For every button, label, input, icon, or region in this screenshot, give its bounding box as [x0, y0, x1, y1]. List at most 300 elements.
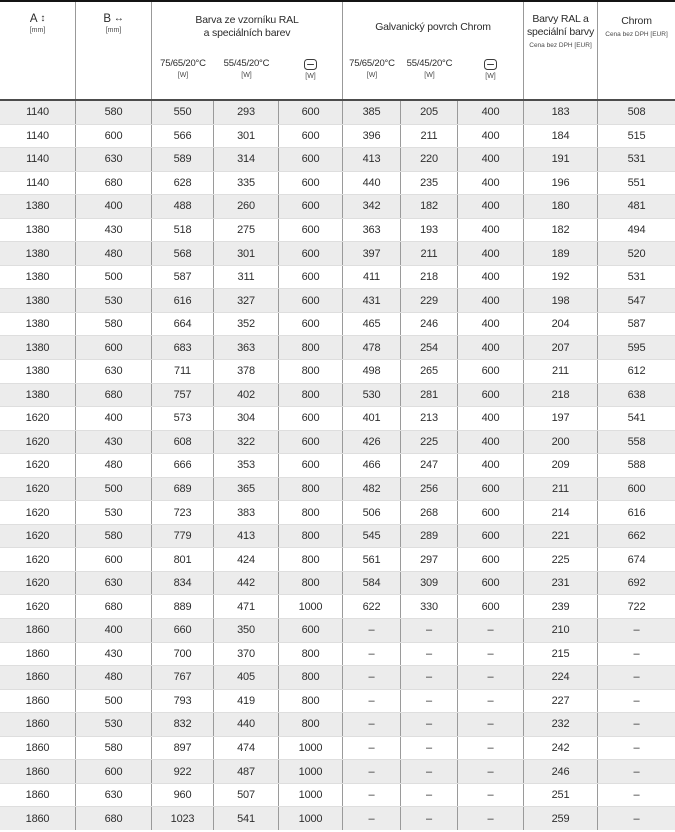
table-row [0, 572, 675, 596]
cell-height-a: 1620 [0, 548, 76, 571]
group-header-ral-colors [152, 2, 343, 52]
cell-ral-55-45: 275 [214, 219, 279, 242]
cell-ral-75-65: 832 [152, 713, 214, 736]
cell-chrome-75-65: 396 [343, 125, 401, 148]
cell-chrome-electric: 400 [458, 289, 524, 312]
cell-chrome-75-65: 413 [343, 148, 401, 171]
cell-width-b: 430 [76, 219, 152, 242]
cell-width-b: 630 [76, 360, 152, 383]
table-row [0, 784, 675, 808]
cell-price-ral: 192 [524, 266, 598, 289]
cell-price-ral: 189 [524, 242, 598, 265]
cell-chrome-electric: 600 [458, 478, 524, 501]
cell-ral-55-45: 327 [214, 289, 279, 312]
cell-chrome-electric: 400 [458, 313, 524, 336]
cell-height-a: 1380 [0, 242, 76, 265]
cell-height-a: 1380 [0, 219, 76, 242]
cell-height-a: 1860 [0, 807, 76, 830]
cell-chrome-75-65: 401 [343, 407, 401, 430]
cell-ral-electric: 600 [279, 219, 343, 242]
cell-price-chrome: 722 [627, 600, 646, 613]
cell-width-b: 480 [76, 666, 152, 689]
cell-price-ral: 198 [524, 289, 598, 312]
cell-chrome-75-65: – [343, 690, 401, 713]
cell-price-chrome: 551 [627, 176, 646, 189]
cell-height-a: 1380 [0, 360, 76, 383]
cell-ral-75-65: 1023 [152, 807, 214, 830]
cell-ral-55-45: 365 [214, 478, 279, 501]
cell-ral-55-45: 301 [214, 242, 279, 265]
cell-ral-55-45: 413 [214, 525, 279, 548]
cell-chrome-electric: 600 [458, 525, 524, 548]
cell-ral-75-65: 550 [152, 101, 214, 124]
cell-ral-75-65: 608 [152, 431, 214, 454]
cell-price-ral: 184 [524, 125, 598, 148]
cell-ral-electric: 800 [279, 548, 343, 571]
cell-chrome-75-65: – [343, 784, 401, 807]
cell-width-b: 630 [76, 572, 152, 595]
cell-ral-75-65: 587 [152, 266, 214, 289]
cell-price-ral: 259 [524, 807, 598, 830]
cell-price-chrome: – [633, 812, 640, 825]
cell-price-chrome: 638 [627, 388, 646, 401]
cell-ral-55-45: 314 [214, 148, 279, 171]
cell-width-b: 430 [76, 431, 152, 454]
cell-width-b: 580 [76, 313, 152, 336]
cell-price-chrome: – [633, 718, 640, 731]
cell-chrome-electric: 400 [458, 336, 524, 359]
cell-chrome-75-65: – [343, 807, 401, 830]
cell-ral-75-65: 757 [152, 384, 214, 407]
cell-ral-75-65: 922 [152, 760, 214, 783]
cell-chrome-55-45: 229 [401, 289, 458, 312]
table-row [0, 242, 675, 266]
table-row [0, 737, 675, 761]
cell-price-ral: 200 [524, 431, 598, 454]
cell-chrome-electric: 400 [458, 219, 524, 242]
cell-chrome-electric: – [458, 619, 524, 642]
cell-ral-75-65: 689 [152, 478, 214, 501]
cell-price-ral: 231 [524, 572, 598, 595]
cell-chrome-75-65: 385 [343, 101, 401, 124]
cell-price-ral: 221 [524, 525, 598, 548]
cell-width-b: 500 [76, 690, 152, 713]
cell-ral-electric: 800 [279, 525, 343, 548]
cell-chrome-electric: 400 [458, 454, 524, 477]
price-chrome-subtitle: Cena bez DPH [EUR] [605, 31, 668, 38]
cell-chrome-55-45: – [401, 760, 458, 783]
table-row [0, 690, 675, 714]
cell-chrome-75-65: 498 [343, 360, 401, 383]
cell-chrome-55-45: 309 [401, 572, 458, 595]
cell-chrome-electric: 400 [458, 125, 524, 148]
cell-width-b: 580 [76, 525, 152, 548]
cell-height-a: 1620 [0, 595, 76, 618]
cell-price-chrome: 588 [627, 459, 646, 472]
cell-ral-55-45: 311 [214, 266, 279, 289]
cell-height-a: 1860 [0, 666, 76, 689]
cell-width-b: 480 [76, 454, 152, 477]
cell-price-ral: 214 [524, 501, 598, 524]
cell-ral-55-45: 301 [214, 125, 279, 148]
cell-chrome-55-45: 254 [401, 336, 458, 359]
cell-price-ral: 211 [524, 478, 598, 501]
cell-ral-75-65: 628 [152, 172, 214, 195]
cell-price-chrome: 494 [627, 224, 646, 236]
cell-chrome-55-45: 265 [401, 360, 458, 383]
cell-ral-55-45: 383 [214, 501, 279, 524]
cell-ral-55-45: 402 [214, 384, 279, 407]
cell-price-chrome: – [633, 789, 640, 802]
cell-height-a: 1140 [0, 101, 76, 124]
cell-width-b: 530 [76, 501, 152, 524]
cell-ral-75-65: 801 [152, 548, 214, 571]
cell-chrome-75-65: 506 [343, 501, 401, 524]
cell-chrome-75-65: – [343, 666, 401, 689]
cell-chrome-55-45: 297 [401, 548, 458, 571]
column-header-width-b [76, 2, 152, 99]
cell-price-ral: 210 [524, 619, 598, 642]
cell-ral-75-65: 518 [152, 219, 214, 242]
cell-width-b: 600 [76, 760, 152, 783]
cell-width-b: 430 [76, 643, 152, 666]
cell-height-a: 1620 [0, 454, 76, 477]
cell-ral-55-45: 370 [214, 643, 279, 666]
table-row [0, 548, 675, 572]
cell-price-ral: 225 [524, 548, 598, 571]
cell-ral-75-65: 616 [152, 289, 214, 312]
cell-chrome-55-45: – [401, 807, 458, 830]
cell-chrome-55-45: – [401, 784, 458, 807]
cell-ral-electric: 600 [279, 619, 343, 642]
cell-chrome-75-65: 482 [343, 478, 401, 501]
cell-ral-75-65: 573 [152, 407, 214, 430]
cell-price-chrome: 531 [627, 271, 646, 284]
table-row [0, 360, 675, 384]
cell-ral-electric: 600 [279, 289, 343, 312]
cell-ral-electric: 1000 [279, 760, 343, 783]
cell-width-b: 530 [76, 713, 152, 736]
cell-chrome-electric: 600 [458, 360, 524, 383]
cell-height-a: 1860 [0, 784, 76, 807]
price-ral-title-line2: speciální barvy [526, 26, 595, 38]
cell-width-b: 400 [76, 619, 152, 642]
subheader-ral-55-45: 55/45/20°C [W] [223, 58, 270, 79]
cell-chrome-55-45: 235 [401, 172, 458, 195]
cell-width-b: 600 [76, 548, 152, 571]
cell-width-b: 500 [76, 266, 152, 289]
cell-chrome-75-65: 342 [343, 195, 401, 218]
table-row [0, 760, 675, 784]
subheader-ral-electric: [W] [279, 52, 343, 99]
cell-price-ral: 191 [524, 148, 598, 171]
cell-chrome-75-65: – [343, 760, 401, 783]
cell-price-chrome: – [633, 624, 640, 637]
cell-ral-55-45: 487 [214, 760, 279, 783]
cell-ral-electric: 800 [279, 336, 343, 359]
table-row [0, 431, 675, 455]
subheader-chrome-75-65: 75/65/20°C [W] [349, 58, 395, 79]
cell-ral-75-65: 834 [152, 572, 214, 595]
cell-price-ral: 204 [524, 313, 598, 336]
cell-price-chrome: 508 [627, 106, 646, 119]
cell-ral-electric: 600 [279, 313, 343, 336]
cell-ral-electric: 600 [279, 148, 343, 171]
cell-chrome-electric: 400 [458, 148, 524, 171]
cell-chrome-electric: – [458, 784, 524, 807]
cell-price-chrome: – [633, 742, 640, 755]
cell-ral-electric: 800 [279, 384, 343, 407]
cell-width-b: 680 [76, 384, 152, 407]
cell-chrome-electric: – [458, 807, 524, 830]
cell-price-ral: 246 [524, 760, 598, 783]
cell-price-chrome: 541 [627, 412, 646, 425]
cell-ral-electric: 800 [279, 690, 343, 713]
table-row [0, 595, 675, 619]
cell-price-ral: 197 [524, 407, 598, 430]
table-row [0, 407, 675, 431]
cell-ral-55-45: 350 [214, 619, 279, 642]
cell-price-chrome: – [633, 671, 640, 684]
table-row [0, 713, 675, 737]
horizontal-arrow-icon: ↔ [113, 13, 124, 24]
cell-chrome-55-45: 247 [401, 454, 458, 477]
cell-price-ral: 207 [524, 336, 598, 359]
cell-chrome-electric: – [458, 713, 524, 736]
cell-chrome-55-45: 268 [401, 501, 458, 524]
table-row [0, 125, 675, 149]
cell-width-b: 630 [76, 148, 152, 171]
cell-width-b: 600 [76, 336, 152, 359]
cell-price-chrome: 612 [627, 365, 646, 378]
cell-chrome-55-45: 281 [401, 384, 458, 407]
table-row [0, 454, 675, 478]
group-header-chrome-finish [343, 2, 524, 52]
cell-chrome-electric: – [458, 643, 524, 666]
cell-chrome-electric: – [458, 690, 524, 713]
cell-chrome-electric: 600 [458, 595, 524, 618]
cell-price-ral: 183 [524, 101, 598, 124]
cell-ral-75-65: 960 [152, 784, 214, 807]
table-row [0, 384, 675, 408]
cell-height-a: 1140 [0, 148, 76, 171]
cell-ral-55-45: 424 [214, 548, 279, 571]
cell-chrome-75-65: – [343, 737, 401, 760]
column-header-price-ral [524, 2, 598, 99]
cell-chrome-electric: 400 [458, 172, 524, 195]
cell-chrome-55-45: – [401, 713, 458, 736]
cell-height-a: 1380 [0, 313, 76, 336]
cell-chrome-electric: 400 [458, 407, 524, 430]
table-row [0, 525, 675, 549]
table-row [0, 336, 675, 360]
cell-height-a: 1380 [0, 266, 76, 289]
cell-height-a: 1380 [0, 384, 76, 407]
column-b-label: B [103, 13, 111, 25]
cell-ral-75-65: 566 [152, 125, 214, 148]
cell-height-a: 1860 [0, 643, 76, 666]
cell-chrome-75-65: 478 [343, 336, 401, 359]
cell-ral-75-65: 767 [152, 666, 214, 689]
cell-price-chrome: 531 [627, 153, 646, 166]
cell-ral-55-45: 474 [214, 737, 279, 760]
cell-height-a: 1620 [0, 407, 76, 430]
cell-chrome-75-65: 584 [343, 572, 401, 595]
chrome-group-title: Galvanický povrch Chrom [375, 20, 491, 33]
cell-ral-75-65: 711 [152, 360, 214, 383]
cell-chrome-75-65: 363 [343, 219, 401, 242]
cell-chrome-75-65: 466 [343, 454, 401, 477]
table-body [0, 101, 675, 830]
cell-chrome-55-45: 182 [401, 195, 458, 218]
cell-ral-55-45: 442 [214, 572, 279, 595]
cell-ral-75-65: 793 [152, 690, 214, 713]
cell-ral-electric: 1000 [279, 784, 343, 807]
cell-height-a: 1860 [0, 619, 76, 642]
cell-ral-electric: 600 [279, 172, 343, 195]
table-row [0, 643, 675, 667]
ral-group-title-line2: a speciálních barev [203, 27, 291, 39]
cell-chrome-75-65: 530 [343, 384, 401, 407]
cell-ral-75-65: 700 [152, 643, 214, 666]
cell-ral-75-65: 589 [152, 148, 214, 171]
table-row [0, 666, 675, 690]
cell-chrome-55-45: – [401, 643, 458, 666]
cell-ral-55-45: 260 [214, 195, 279, 218]
table-row [0, 289, 675, 313]
cell-chrome-electric: 600 [458, 501, 524, 524]
cell-price-chrome: 674 [627, 553, 646, 566]
cell-price-chrome: 520 [627, 247, 646, 260]
cell-width-b: 400 [76, 195, 152, 218]
cell-ral-electric: 800 [279, 643, 343, 666]
cell-price-chrome: 616 [627, 506, 646, 519]
cell-width-b: 500 [76, 478, 152, 501]
cell-price-chrome: 662 [627, 530, 646, 543]
cell-height-a: 1860 [0, 737, 76, 760]
cell-chrome-55-45: 246 [401, 313, 458, 336]
cell-height-a: 1620 [0, 501, 76, 524]
cell-chrome-75-65: – [343, 619, 401, 642]
cell-height-a: 1620 [0, 572, 76, 595]
cell-ral-55-45: 440 [214, 713, 279, 736]
column-header-height-a [0, 2, 76, 99]
table-row [0, 313, 675, 337]
cell-price-chrome: 481 [627, 200, 646, 213]
cell-ral-electric: 600 [279, 242, 343, 265]
cell-height-a: 1860 [0, 690, 76, 713]
cell-ral-electric: 800 [279, 666, 343, 689]
cell-price-ral: 232 [524, 713, 598, 736]
cell-price-ral: 227 [524, 690, 598, 713]
cell-chrome-electric: 600 [458, 548, 524, 571]
column-header-price-chrome [598, 2, 675, 99]
table-row [0, 266, 675, 290]
cell-ral-75-65: 568 [152, 242, 214, 265]
cell-chrome-75-65: 411 [343, 266, 401, 289]
cell-chrome-55-45: 211 [401, 242, 458, 265]
cell-price-chrome: 692 [627, 577, 646, 590]
subheader-chrome-electric: [W] [458, 52, 524, 99]
cell-price-chrome: 600 [627, 483, 646, 496]
table-row [0, 501, 675, 525]
cell-chrome-electric: 400 [458, 242, 524, 265]
table-row [0, 172, 675, 196]
cell-ral-electric: 800 [279, 501, 343, 524]
cell-height-a: 1860 [0, 760, 76, 783]
cell-ral-75-65: 889 [152, 595, 214, 618]
table-row [0, 101, 675, 125]
cell-chrome-electric: 400 [458, 195, 524, 218]
cell-ral-75-65: 664 [152, 313, 214, 336]
cell-price-chrome: 595 [627, 341, 646, 354]
cell-ral-75-65: 666 [152, 454, 214, 477]
cell-chrome-55-45: 211 [401, 125, 458, 148]
cell-chrome-electric: 400 [458, 431, 524, 454]
cell-chrome-55-45: 256 [401, 478, 458, 501]
cell-ral-electric: 600 [279, 407, 343, 430]
cell-ral-75-65: 897 [152, 737, 214, 760]
cell-chrome-75-65: – [343, 713, 401, 736]
cell-ral-55-45: 405 [214, 666, 279, 689]
cell-ral-electric: 600 [279, 101, 343, 124]
cell-price-ral: 215 [524, 643, 598, 666]
cell-ral-75-65: 723 [152, 501, 214, 524]
cell-width-b: 680 [76, 595, 152, 618]
cell-ral-55-45: 304 [214, 407, 279, 430]
price-ral-title-line1: Barvy RAL a [532, 13, 589, 25]
cell-ral-55-45: 293 [214, 101, 279, 124]
cell-ral-55-45: 353 [214, 454, 279, 477]
cell-width-b: 680 [76, 807, 152, 830]
cell-price-ral: 251 [524, 784, 598, 807]
cell-price-ral: 180 [524, 195, 598, 218]
cell-chrome-electric: 600 [458, 384, 524, 407]
cell-price-ral: 196 [524, 172, 598, 195]
subheader-chrome-55-45: 55/45/20°C [W] [406, 58, 453, 79]
cell-ral-55-45: 541 [214, 807, 279, 830]
cell-width-b: 480 [76, 242, 152, 265]
cell-width-b: 600 [76, 125, 152, 148]
cell-price-ral: 239 [524, 595, 598, 618]
cell-ral-75-65: 660 [152, 619, 214, 642]
ral-group-title-line1: Barva ze vzorníku RAL [195, 14, 299, 26]
cell-ral-electric: 800 [279, 572, 343, 595]
cell-ral-55-45: 352 [214, 313, 279, 336]
cell-price-ral: 242 [524, 737, 598, 760]
cell-chrome-55-45: – [401, 619, 458, 642]
cell-ral-55-45: 363 [214, 336, 279, 359]
cell-chrome-75-65: 622 [343, 595, 401, 618]
cell-ral-75-65: 683 [152, 336, 214, 359]
cell-chrome-75-65: 397 [343, 242, 401, 265]
cell-price-chrome: 515 [627, 129, 646, 142]
cell-height-a: 1380 [0, 289, 76, 312]
cell-height-a: 1140 [0, 172, 76, 195]
cell-width-b: 530 [76, 289, 152, 312]
cell-height-a: 1380 [0, 195, 76, 218]
cell-chrome-55-45: 213 [401, 407, 458, 430]
cell-chrome-electric: 400 [458, 266, 524, 289]
cell-chrome-electric: – [458, 737, 524, 760]
table-row [0, 619, 675, 643]
cell-width-b: 580 [76, 737, 152, 760]
table-row [0, 478, 675, 502]
table-row [0, 195, 675, 219]
cell-chrome-55-45: 218 [401, 266, 458, 289]
cell-height-a: 1620 [0, 431, 76, 454]
cell-chrome-electric: 600 [458, 572, 524, 595]
